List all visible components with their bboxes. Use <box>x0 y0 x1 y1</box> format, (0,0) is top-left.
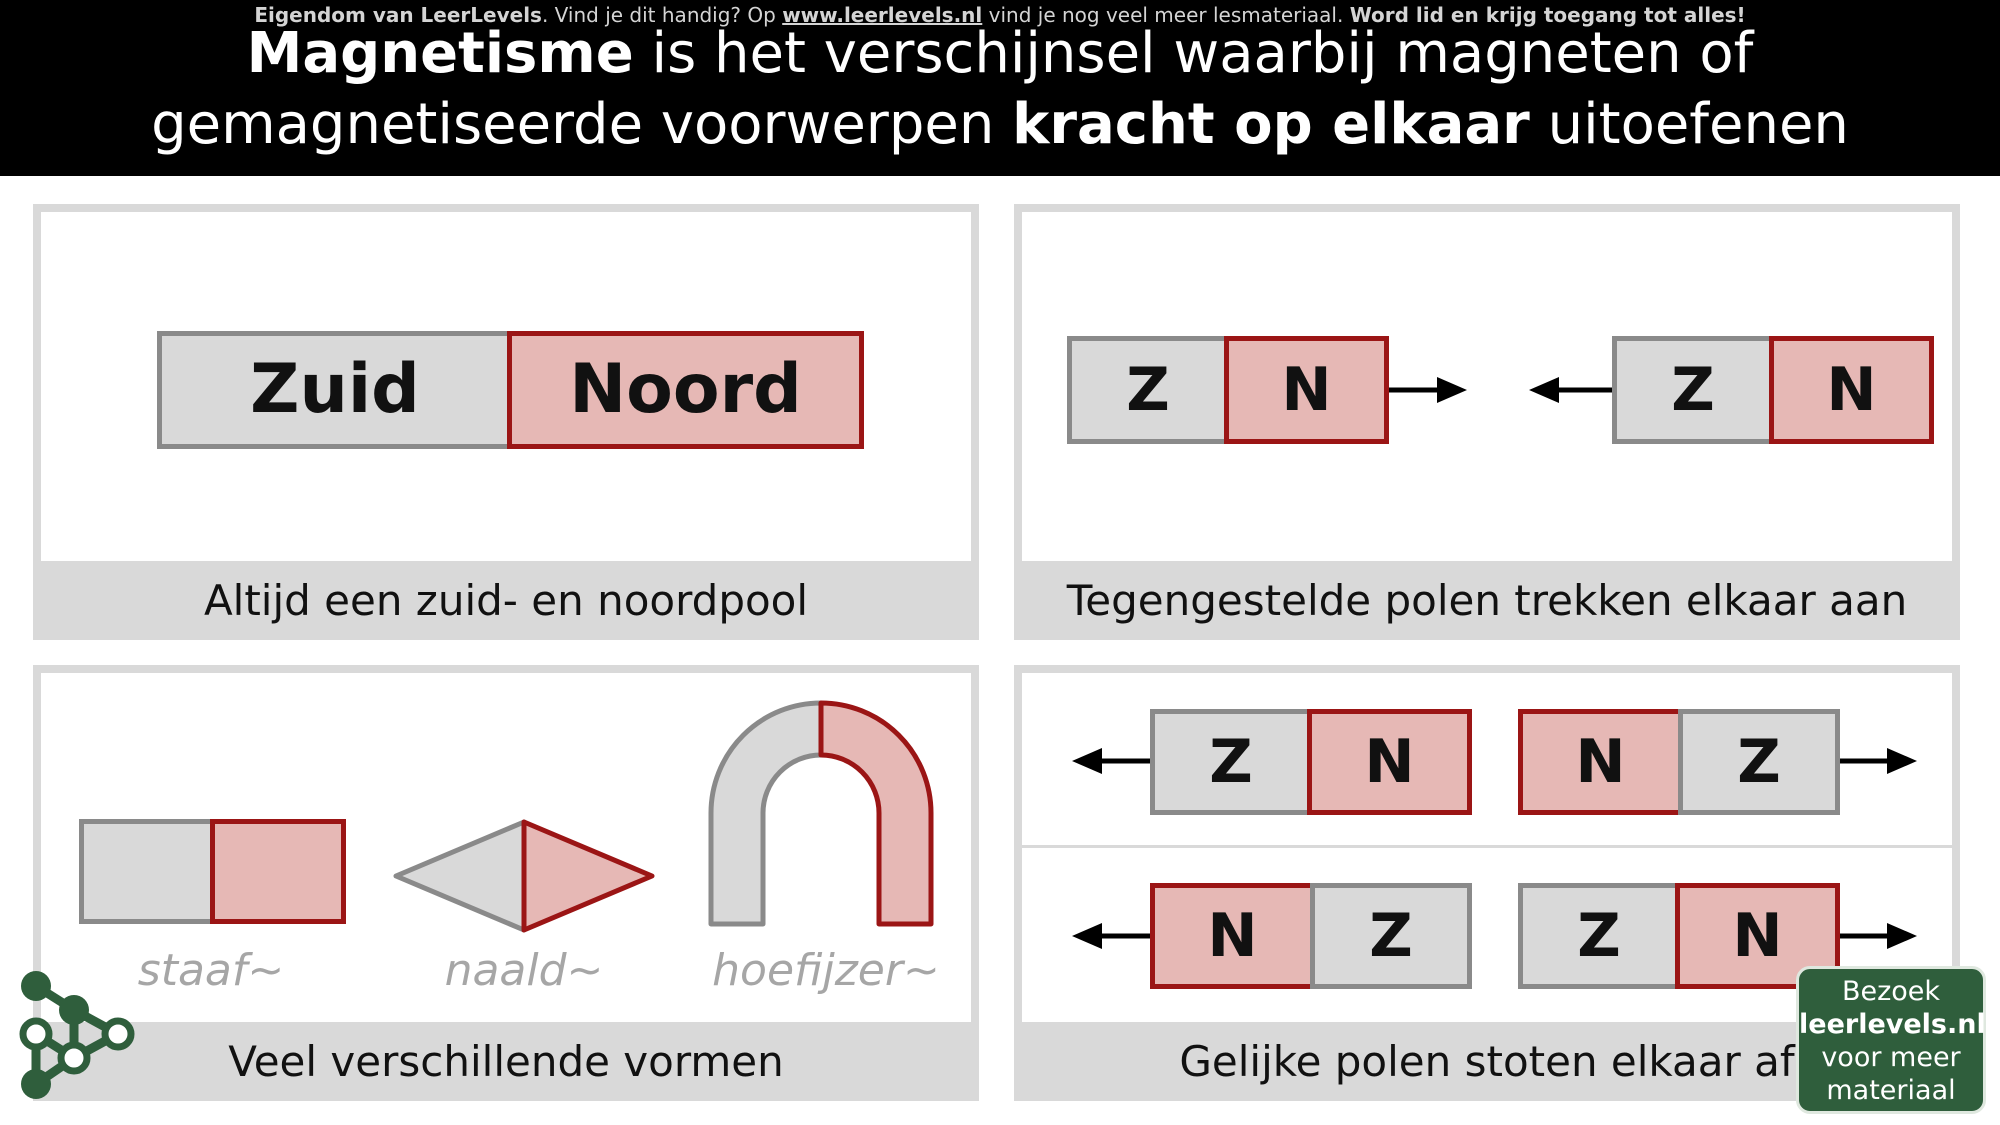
panel-shapes <box>33 665 979 1101</box>
arrow-left-icon <box>1529 377 1612 403</box>
panel-shapes-canvas <box>41 673 971 1022</box>
repel-r1-m1-z: Z <box>1209 727 1253 797</box>
badge-line-1: Bezoek <box>1841 976 1941 1007</box>
north-pole-label: Noord <box>569 350 802 429</box>
badge-line-4: materiaal <box>1826 1075 1956 1106</box>
attract-magnet2-z: Z <box>1671 355 1715 425</box>
panel-poles <box>33 204 979 640</box>
south-pole-block <box>157 331 513 449</box>
badge-url: leerlevels.nl <box>1799 1009 1986 1040</box>
panel-poles-canvas <box>41 212 971 561</box>
title-bold-kracht: kracht op elkaar <box>1012 92 1530 157</box>
repel-r1-m2-z: Z <box>1737 727 1781 797</box>
notice-middle: . Vind je dit handig? Op <box>541 3 783 27</box>
panel-poles-caption: Altijd een zuid- en noordpool <box>203 576 809 625</box>
attract-magnet2-n: N <box>1826 355 1877 425</box>
attract-magnet1-n: N <box>1281 355 1332 425</box>
attract-magnet1-z: Z <box>1126 355 1170 425</box>
title-line1-rest: is het verschijnsel waarbij magneten of <box>633 21 1754 86</box>
panel-attract-canvas <box>1022 212 1952 561</box>
page-title-line-2 <box>0 90 2000 160</box>
arrow-right-icon <box>1840 748 1917 774</box>
needle-shape-label: naald~ <box>444 945 604 996</box>
repel-r2-m1-n: N <box>1207 901 1258 971</box>
horseshoe-shape-label: hoefijzer~ <box>712 945 940 996</box>
notice-link[interactable]: www.leerlevels.nl <box>782 3 983 27</box>
needle-magnet-icon <box>396 822 652 930</box>
notice-owner: Eigendom van LeerLevels <box>254 3 542 27</box>
panel-shapes-caption: Veel verschillende vormen <box>228 1037 784 1086</box>
page-title-line-1 <box>0 19 2000 89</box>
notice-after-link: vind je nog veel meer lesmateriaal. <box>982 3 1350 27</box>
attract-arrows <box>1022 212 1952 561</box>
repel-r2-m1-z: Z <box>1369 901 1413 971</box>
arrow-right-icon <box>1389 377 1467 403</box>
arrow-left-icon <box>1072 748 1150 774</box>
header-banner <box>0 0 2000 176</box>
leerlevels-logo-icon <box>12 966 142 1106</box>
repel-r2-m2-z: Z <box>1577 901 1621 971</box>
panel-repel-caption: Gelijke polen stoten elkaar af <box>1179 1037 1795 1086</box>
repel-r1-m1-n: N <box>1364 727 1415 797</box>
panel-attract-caption: Tegengestelde polen trekken elkaar aan <box>1066 576 1908 625</box>
repel-r2-m2-n: N <box>1732 901 1783 971</box>
title-line2-end: uitoefenen <box>1529 92 1849 157</box>
repel-r1-m2-n: N <box>1575 727 1626 797</box>
panel-attract <box>1014 204 1960 640</box>
notice-cta: Word lid en krijg toegang tot alles! <box>1349 3 1746 27</box>
arrow-left-icon <box>1072 923 1150 949</box>
arrow-right-icon <box>1840 923 1917 949</box>
title-line2-start: gemagnetiseerde voorwerpen <box>151 92 1013 157</box>
south-pole-label: Zuid <box>250 350 420 429</box>
title-bold-magnetisme: Magnetisme <box>246 21 634 86</box>
north-pole-block <box>507 331 864 449</box>
horseshoe-magnet-icon <box>711 703 931 924</box>
visit-leerlevels-badge[interactable] <box>1796 966 1986 1114</box>
badge-line-3: voor meer <box>1821 1042 1961 1073</box>
bar-shape-label: staaf~ <box>137 945 285 996</box>
